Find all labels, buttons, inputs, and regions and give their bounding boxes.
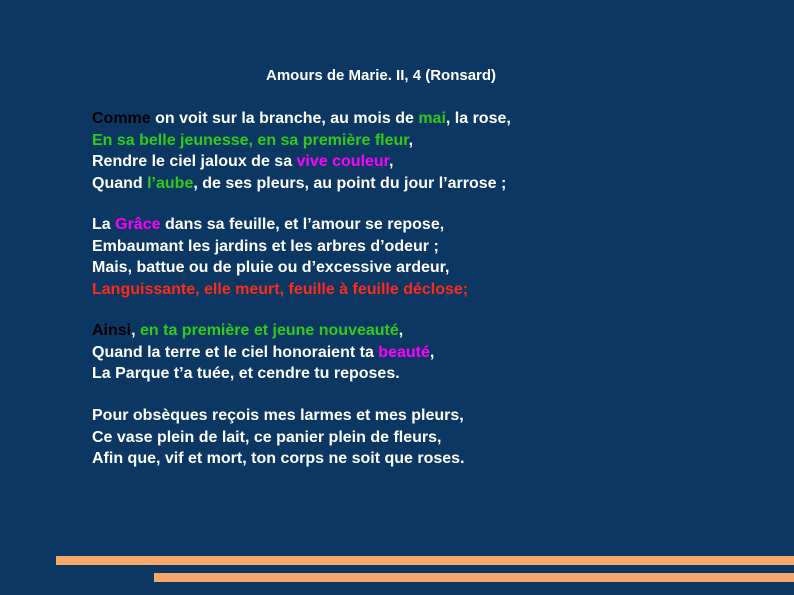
stanza-3 bbox=[92, 320, 434, 385]
verse-line-languissante: Languissante, elle meurt, feuille à feuille déclose; bbox=[92, 280, 469, 298]
verse-text: Rendre le ciel jaloux de sa bbox=[92, 153, 297, 170]
verse-line bbox=[92, 236, 468, 258]
verse-line bbox=[92, 405, 465, 427]
verse-line bbox=[92, 320, 434, 342]
verse-text: , bbox=[398, 322, 404, 339]
verse-text: Embaumant les jardins et les arbres d’odeur ; bbox=[92, 237, 439, 255]
verse-text: , de ses pleurs, au point du jour l’arrose ; bbox=[193, 174, 507, 192]
verse-text: , bbox=[408, 131, 414, 149]
verse-word-mai: mai bbox=[418, 110, 446, 127]
verse-line bbox=[92, 108, 511, 130]
verse-text: Mais, battue ou de pluie ou d’excessive ardeur, bbox=[92, 259, 450, 276]
verse-word-ainsi: Ainsi bbox=[92, 322, 132, 339]
verse-word-aube: l’aube bbox=[147, 174, 194, 192]
verse-word-beaute: beauté bbox=[378, 343, 430, 361]
verse-line bbox=[92, 257, 468, 279]
verse-line bbox=[92, 214, 468, 236]
verse-text: Pour obsèques reçois mes larmes et mes pleurs, bbox=[92, 407, 464, 424]
verse-phrase-nouveaute: en ta première et jeune nouveauté bbox=[140, 322, 399, 339]
verse-text: , bbox=[389, 153, 394, 170]
stanza-1 bbox=[92, 108, 511, 194]
poem-title: Amours de Marie. II, 4 (Ronsard) bbox=[266, 67, 497, 84]
verse-phrase-jeunesse: En sa belle jeunesse, en sa première fleur bbox=[92, 131, 409, 149]
decorative-bar-upper bbox=[56, 556, 794, 565]
verse-line bbox=[92, 279, 468, 301]
verse-text: Quand bbox=[92, 174, 148, 192]
verse-text: dans sa feuille, et l’amour se repose, bbox=[160, 216, 445, 233]
verse-text: La bbox=[92, 216, 116, 233]
verse-text: Quand la terre et le ciel honoraient ta bbox=[92, 343, 379, 361]
stanza-4 bbox=[92, 405, 465, 470]
verse-line bbox=[92, 448, 465, 470]
stanza-2 bbox=[92, 214, 468, 300]
verse-line bbox=[92, 173, 511, 195]
verse-line bbox=[92, 427, 465, 449]
verse-text: , bbox=[429, 343, 435, 361]
verse-text: Ce vase plein de lait, ce panier plein de fleurs, bbox=[92, 428, 442, 446]
decorative-bar-lower bbox=[154, 573, 794, 582]
verse-word-grace: Grâce bbox=[115, 216, 161, 233]
verse-text: , bbox=[131, 322, 141, 339]
verse-line bbox=[92, 130, 511, 152]
verse-phrase-vive-couleur: vive couleur bbox=[296, 153, 390, 170]
verse-word-comme: Comme bbox=[92, 110, 151, 127]
verse-text: , la rose, bbox=[445, 110, 511, 127]
verse-line bbox=[92, 151, 511, 173]
verse-text: on voit sur la branche, au mois de bbox=[150, 110, 419, 127]
verse-line bbox=[92, 363, 434, 385]
verse-line bbox=[92, 342, 434, 364]
verse-text: Afin que, vif et mort, ton corps ne soit que roses. bbox=[92, 450, 465, 467]
verse-text: La Parque t’a tuée, et cendre tu reposes. bbox=[92, 365, 400, 382]
